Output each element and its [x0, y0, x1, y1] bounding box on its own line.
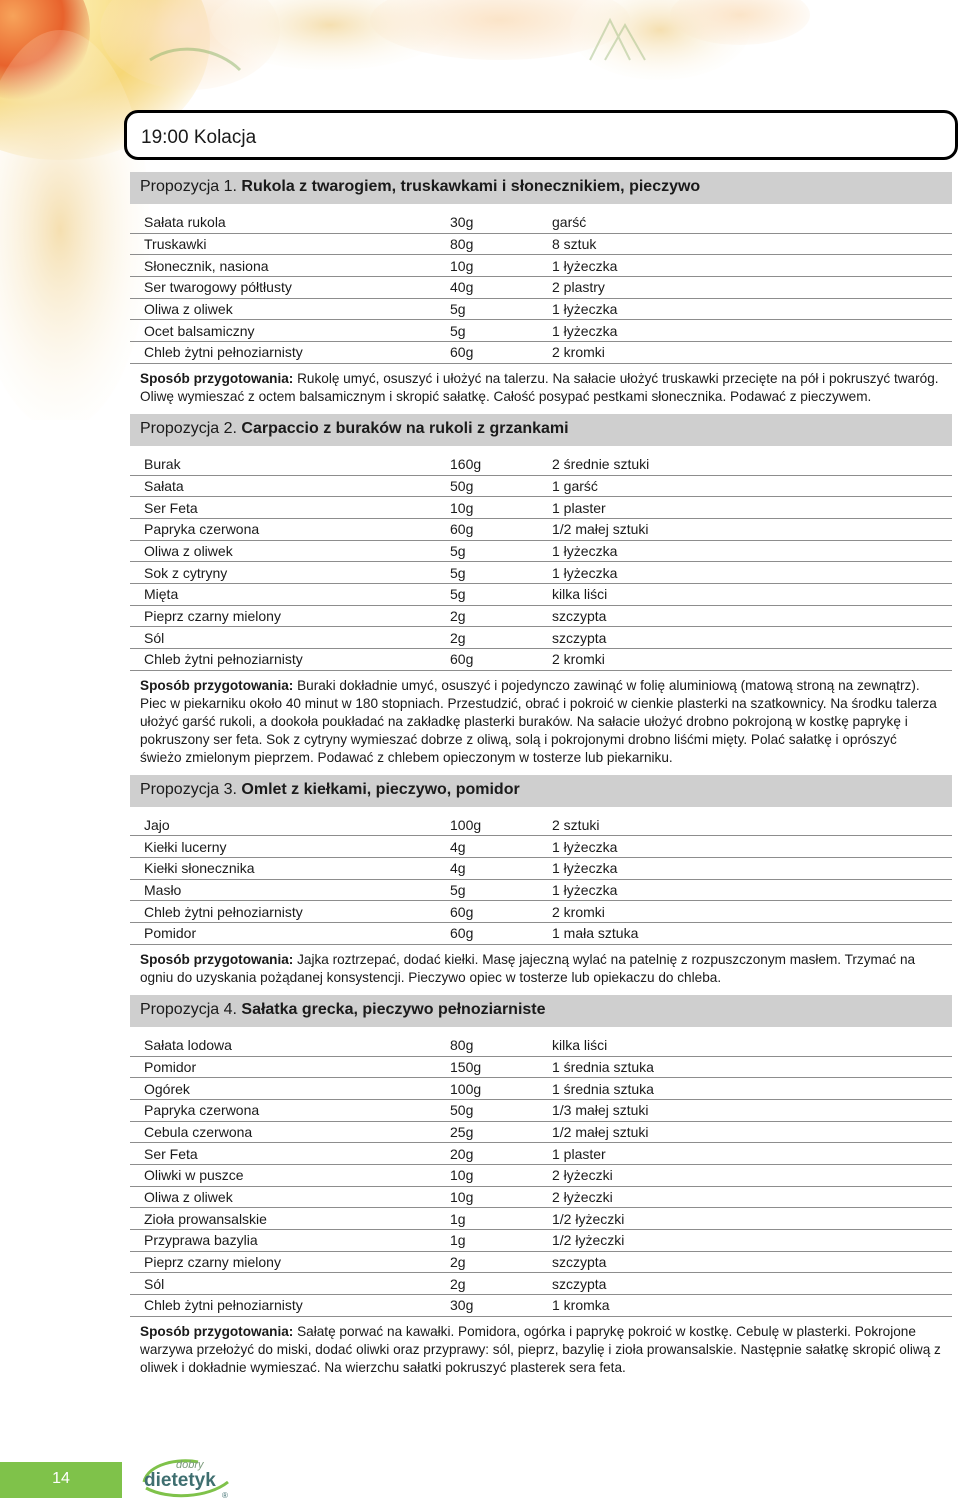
preparation-label: Sposób przygotowania: — [140, 1323, 294, 1339]
ingredient-name: Oliwki w puszce — [130, 1164, 436, 1186]
table-row — [130, 1143, 952, 1165]
ingredient-measure: 1 łyżeczka — [538, 255, 952, 277]
ingredient-name: Pieprz czarny mielony — [130, 605, 436, 627]
recipe-heading — [130, 775, 952, 807]
recipe-section-3 — [130, 775, 952, 995]
table-row — [130, 1056, 952, 1078]
ingredient-measure: 2 kromki — [538, 649, 952, 671]
ingredient-amount: 10g — [436, 1164, 538, 1186]
ingredient-amount: 80g — [436, 233, 538, 255]
ingredient-measure: 1 średnia sztuka — [538, 1078, 952, 1100]
ingredient-amount: 4g — [436, 836, 538, 858]
table-row — [130, 1273, 952, 1295]
ingredient-name: Mięta — [130, 583, 436, 605]
recipe-section-4 — [130, 995, 952, 1385]
table-row — [130, 1035, 952, 1056]
ingredient-amount: 10g — [436, 497, 538, 519]
ingredient-measure: szczypta — [538, 1273, 952, 1295]
ingredient-measure: 1 średnia sztuka — [538, 1056, 952, 1078]
ingredient-measure: 1 łyżeczka — [538, 858, 952, 880]
ingredient-measure: 1 łyżeczka — [538, 320, 952, 342]
table-row — [130, 518, 952, 540]
recipe-title: Omlet z kiełkami, pieczywo, pomidor — [241, 780, 520, 798]
ingredient-name: Sałata lodowa — [130, 1035, 436, 1056]
proposal-label: Propozycja 3. — [140, 780, 237, 798]
table-row — [130, 1295, 952, 1317]
ingredient-measure: szczypta — [538, 627, 952, 649]
ingredient-measure: 2 łyżeczki — [538, 1164, 952, 1186]
table-row — [130, 342, 952, 364]
table-row — [130, 497, 952, 519]
table-row — [130, 255, 952, 277]
recipe-heading — [130, 414, 952, 446]
ingredient-measure: 2 plastry — [538, 277, 952, 299]
ingredient-measure: 1 kromka — [538, 1295, 952, 1317]
ingredient-amount: 50g — [436, 475, 538, 497]
ingredient-amount: 60g — [436, 649, 538, 671]
ingredient-measure: kilka liści — [538, 583, 952, 605]
table-row — [130, 1251, 952, 1273]
table-row — [130, 1230, 952, 1252]
meal-time-header — [124, 110, 958, 160]
ingredient-measure: kilka liści — [538, 1035, 952, 1056]
ingredient-name: Masło — [130, 879, 436, 901]
preparation-text — [130, 945, 952, 995]
ingredient-name: Papryka czerwona — [130, 1099, 436, 1121]
preparation-text — [130, 364, 952, 414]
table-row — [130, 583, 952, 605]
ingredient-amount: 20g — [436, 1143, 538, 1165]
table-row — [130, 901, 952, 923]
ingredient-name: Ocet balsamiczny — [130, 320, 436, 342]
table-row — [130, 562, 952, 584]
ingredient-measure: 1/2 łyżeczki — [538, 1208, 952, 1230]
ingredient-amount: 2g — [436, 1251, 538, 1273]
ingredient-amount: 5g — [436, 540, 538, 562]
table-row — [130, 1121, 952, 1143]
ingredient-amount: 4g — [436, 858, 538, 880]
logo-small-text: dobry — [176, 1459, 204, 1471]
ingredient-amount: 2g — [436, 627, 538, 649]
ingredient-amount: 60g — [436, 923, 538, 945]
ingredient-name: Sałata — [130, 475, 436, 497]
table-row — [130, 540, 952, 562]
ingredient-measure: 1 mała sztuka — [538, 923, 952, 945]
recipe-heading — [130, 172, 952, 204]
ingredients-table — [130, 212, 952, 364]
ingredient-amount: 2g — [436, 605, 538, 627]
ingredient-name: Sól — [130, 627, 436, 649]
proposal-label: Propozycja 4. — [140, 1000, 237, 1018]
ingredient-measure: 2 kromki — [538, 342, 952, 364]
table-row — [130, 836, 952, 858]
recipe-title: Sałatka grecka, pieczywo pełnoziarniste — [241, 1000, 546, 1018]
preparation-body: Rukolę umyć, osuszyć i ułożyć na talerzu. Na sałacie ułożyć truskawki przecięte na pół i pokruszyć twaróg. Oliwę wymieszać z octem balsamicznym i skropić sałatkę. Całość posypać pestkami słonecznika. Podawać z pieczywem. — [140, 370, 939, 404]
ingredient-name: Papryka czerwona — [130, 518, 436, 540]
ingredient-amount: 5g — [436, 879, 538, 901]
ingredient-amount: 160g — [436, 454, 538, 475]
table-row — [130, 475, 952, 497]
table-row — [130, 1078, 952, 1100]
ingredient-measure: 1 łyżeczka — [538, 562, 952, 584]
recipe-title: Rukola z twarogiem, truskawkami i słonecznikiem, pieczywo — [241, 178, 701, 195]
preparation-label: Sposób przygotowania: — [140, 677, 294, 693]
ingredient-name: Chleb żytni pełnoziarnisty — [130, 342, 436, 364]
table-row — [130, 1208, 952, 1230]
ingredient-amount: 60g — [436, 901, 538, 923]
ingredient-name: Burak — [130, 454, 436, 475]
ingredient-measure: 1/2 łyżeczki — [538, 1230, 952, 1252]
proposal-label: Propozycja 1. — [140, 178, 237, 195]
ingredient-measure: szczypta — [538, 1251, 952, 1273]
ingredients-body — [130, 212, 952, 363]
ingredients-body — [130, 454, 952, 670]
table-row — [130, 233, 952, 255]
table-row — [130, 1164, 952, 1186]
table-row — [130, 320, 952, 342]
ingredient-name: Cebula czerwona — [130, 1121, 436, 1143]
ingredient-measure: garść — [538, 212, 952, 233]
ingredient-name: Pomidor — [130, 923, 436, 945]
ingredient-amount: 1g — [436, 1230, 538, 1252]
ingredient-amount: 5g — [436, 583, 538, 605]
preparation-text — [130, 1317, 952, 1385]
ingredient-amount: 50g — [436, 1099, 538, 1121]
table-row — [130, 1186, 952, 1208]
ingredient-name: Zioła prowansalskie — [130, 1208, 436, 1230]
ingredient-name: Przyprawa bazylia — [130, 1230, 436, 1252]
ingredient-measure: 1 plaster — [538, 1143, 952, 1165]
ingredient-name: Sałata rukola — [130, 212, 436, 233]
ingredient-amount: 60g — [436, 342, 538, 364]
table-row — [130, 277, 952, 299]
preparation-body: Sałatę porwać na kawałki. Pomidora, ogórka i paprykę pokroić w kostkę. Cebulę w plasterki. Pokrojone warzywa przełożyć do miski, dodać oliwki oraz przyprawy: sól, pieprz, bazylię i zioła prowansalskie. Następnie sałatkę skropić oliwą z oliwek i dokładnie wymieszać. Na wierzchu sałatki pokruszyć plasterek sera feta. — [140, 1323, 941, 1375]
ingredient-measure: 2 kromki — [538, 901, 952, 923]
ingredient-name: Ser Feta — [130, 497, 436, 519]
ingredient-amount: 25g — [436, 1121, 538, 1143]
ingredient-name: Sól — [130, 1273, 436, 1295]
table-row — [130, 815, 952, 836]
ingredient-name: Pomidor — [130, 1056, 436, 1078]
ingredient-name: Ogórek — [130, 1078, 436, 1100]
ingredient-name: Pieprz czarny mielony — [130, 1251, 436, 1273]
table-row — [130, 879, 952, 901]
ingredient-measure: 2 łyżeczki — [538, 1186, 952, 1208]
meal-time-title: 19:00 Kolacja — [141, 127, 257, 148]
recipe-title: Carpaccio z buraków na rukoli z grzankami — [241, 419, 569, 437]
preparation-body: Jajka roztrzepać, dodać kiełki. Masę jajeczną wylać na patelnię z rozpuszczonym masłem. Trzymać na ogniu do uzyskania pożądanej konsystencji. Pieczywo opiec w tosterze lub opiekaczu do chleba. — [140, 951, 916, 985]
recipe-section-1 — [130, 172, 952, 414]
ingredient-measure: 2 średnie sztuki — [538, 454, 952, 475]
ingredient-name: Słonecznik, nasiona — [130, 255, 436, 277]
logo-registered-mark: ® — [222, 1491, 228, 1500]
ingredient-amount: 2g — [436, 1273, 538, 1295]
table-row — [130, 605, 952, 627]
table-row — [130, 212, 952, 233]
ingredient-measure: 1/3 małej sztuki — [538, 1099, 952, 1121]
ingredient-measure: 1/2 małej sztuki — [538, 518, 952, 540]
ingredient-amount: 5g — [436, 298, 538, 320]
ingredient-amount: 100g — [436, 1078, 538, 1100]
ingredients-body — [130, 1035, 952, 1316]
ingredient-amount: 1g — [436, 1208, 538, 1230]
ingredient-amount: 150g — [436, 1056, 538, 1078]
preparation-label: Sposób przygotowania: — [140, 370, 294, 386]
ingredient-name: Chleb żytni pełnoziarnisty — [130, 649, 436, 671]
dobry-dietetyk-logo — [138, 1452, 238, 1502]
ingredient-measure: 8 sztuk — [538, 233, 952, 255]
ingredient-amount: 5g — [436, 562, 538, 584]
recipe-section-2 — [130, 414, 952, 775]
ingredient-name: Chleb żytni pełnoziarnisty — [130, 901, 436, 923]
ingredient-measure: 2 sztuki — [538, 815, 952, 836]
ingredients-body — [130, 815, 952, 945]
ingredient-amount: 10g — [436, 255, 538, 277]
ingredient-measure: 1 łyżeczka — [538, 540, 952, 562]
ingredient-measure: 1 łyżeczka — [538, 879, 952, 901]
ingredient-measure: 1 łyżeczka — [538, 836, 952, 858]
ingredient-name: Truskawki — [130, 233, 436, 255]
ingredient-amount: 5g — [436, 320, 538, 342]
table-row — [130, 298, 952, 320]
ingredient-name: Ser Feta — [130, 1143, 436, 1165]
ingredient-measure: 1 garść — [538, 475, 952, 497]
proposal-label: Propozycja 2. — [140, 419, 237, 437]
ingredients-table — [130, 454, 952, 671]
table-row — [130, 858, 952, 880]
ingredient-amount: 30g — [436, 1295, 538, 1317]
ingredient-measure: 1 plaster — [538, 497, 952, 519]
ingredient-amount: 10g — [436, 1186, 538, 1208]
ingredient-amount: 100g — [436, 815, 538, 836]
preparation-label: Sposób przygotowania: — [140, 951, 294, 967]
ingredient-name: Kiełki lucerny — [130, 836, 436, 858]
ingredient-amount: 30g — [436, 212, 538, 233]
recipes-content — [130, 172, 952, 1385]
ingredient-name: Jajo — [130, 815, 436, 836]
logo-main-text: dietetyk — [144, 1470, 216, 1491]
ingredient-measure: 1 łyżeczka — [538, 298, 952, 320]
page-number-bar — [0, 1462, 122, 1498]
ingredient-amount: 80g — [436, 1035, 538, 1056]
preparation-body: Buraki dokładnie umyć, osuszyć i pojedynczo zawinąć w folię aluminiową (matową stroną na zewnątrz). Piec w piekarniku około 40 minut w 180 stopniach. Przestudzić, obrać i pokroić w cienkie plasterki na szatkownicy. Na środku talerza ułożyć garść rukoli, a dookoła poukładać na zakładkę plasterki buraków. Na sałacie ułożyć drobno pokrojoną w kostkę paprykę i pokruszony ser feta. Sok z cytryny wymieszać dobrze z oliwą, solą i pokrojonymi drobno liśćmi mięty. Polać sałatkę i oprószyć świeżo zmielonym pieprzem. Podawać z chlebem opieczonym w tosterze lub piekarniku. — [140, 677, 937, 765]
recipe-heading — [130, 995, 952, 1027]
table-row — [130, 627, 952, 649]
ingredient-name: Kiełki słonecznika — [130, 858, 436, 880]
ingredient-name: Oliwa z oliwek — [130, 298, 436, 320]
ingredient-measure: 1/2 małej sztuki — [538, 1121, 952, 1143]
ingredient-amount: 60g — [436, 518, 538, 540]
ingredient-name: Oliwa z oliwek — [130, 540, 436, 562]
table-row — [130, 649, 952, 671]
ingredient-name: Sok z cytryny — [130, 562, 436, 584]
ingredient-measure: szczypta — [538, 605, 952, 627]
table-row — [130, 1099, 952, 1121]
ingredients-table — [130, 1035, 952, 1317]
ingredient-name: Ser twarogowy półtłusty — [130, 277, 436, 299]
ingredient-name: Chleb żytni pełnoziarnisty — [130, 1295, 436, 1317]
ingredient-name: Oliwa z oliwek — [130, 1186, 436, 1208]
preparation-text — [130, 671, 952, 775]
ingredients-table — [130, 815, 952, 945]
table-row — [130, 923, 952, 945]
page-number: 14 — [52, 1470, 70, 1487]
ingredient-amount: 40g — [436, 277, 538, 299]
table-row — [130, 454, 952, 475]
